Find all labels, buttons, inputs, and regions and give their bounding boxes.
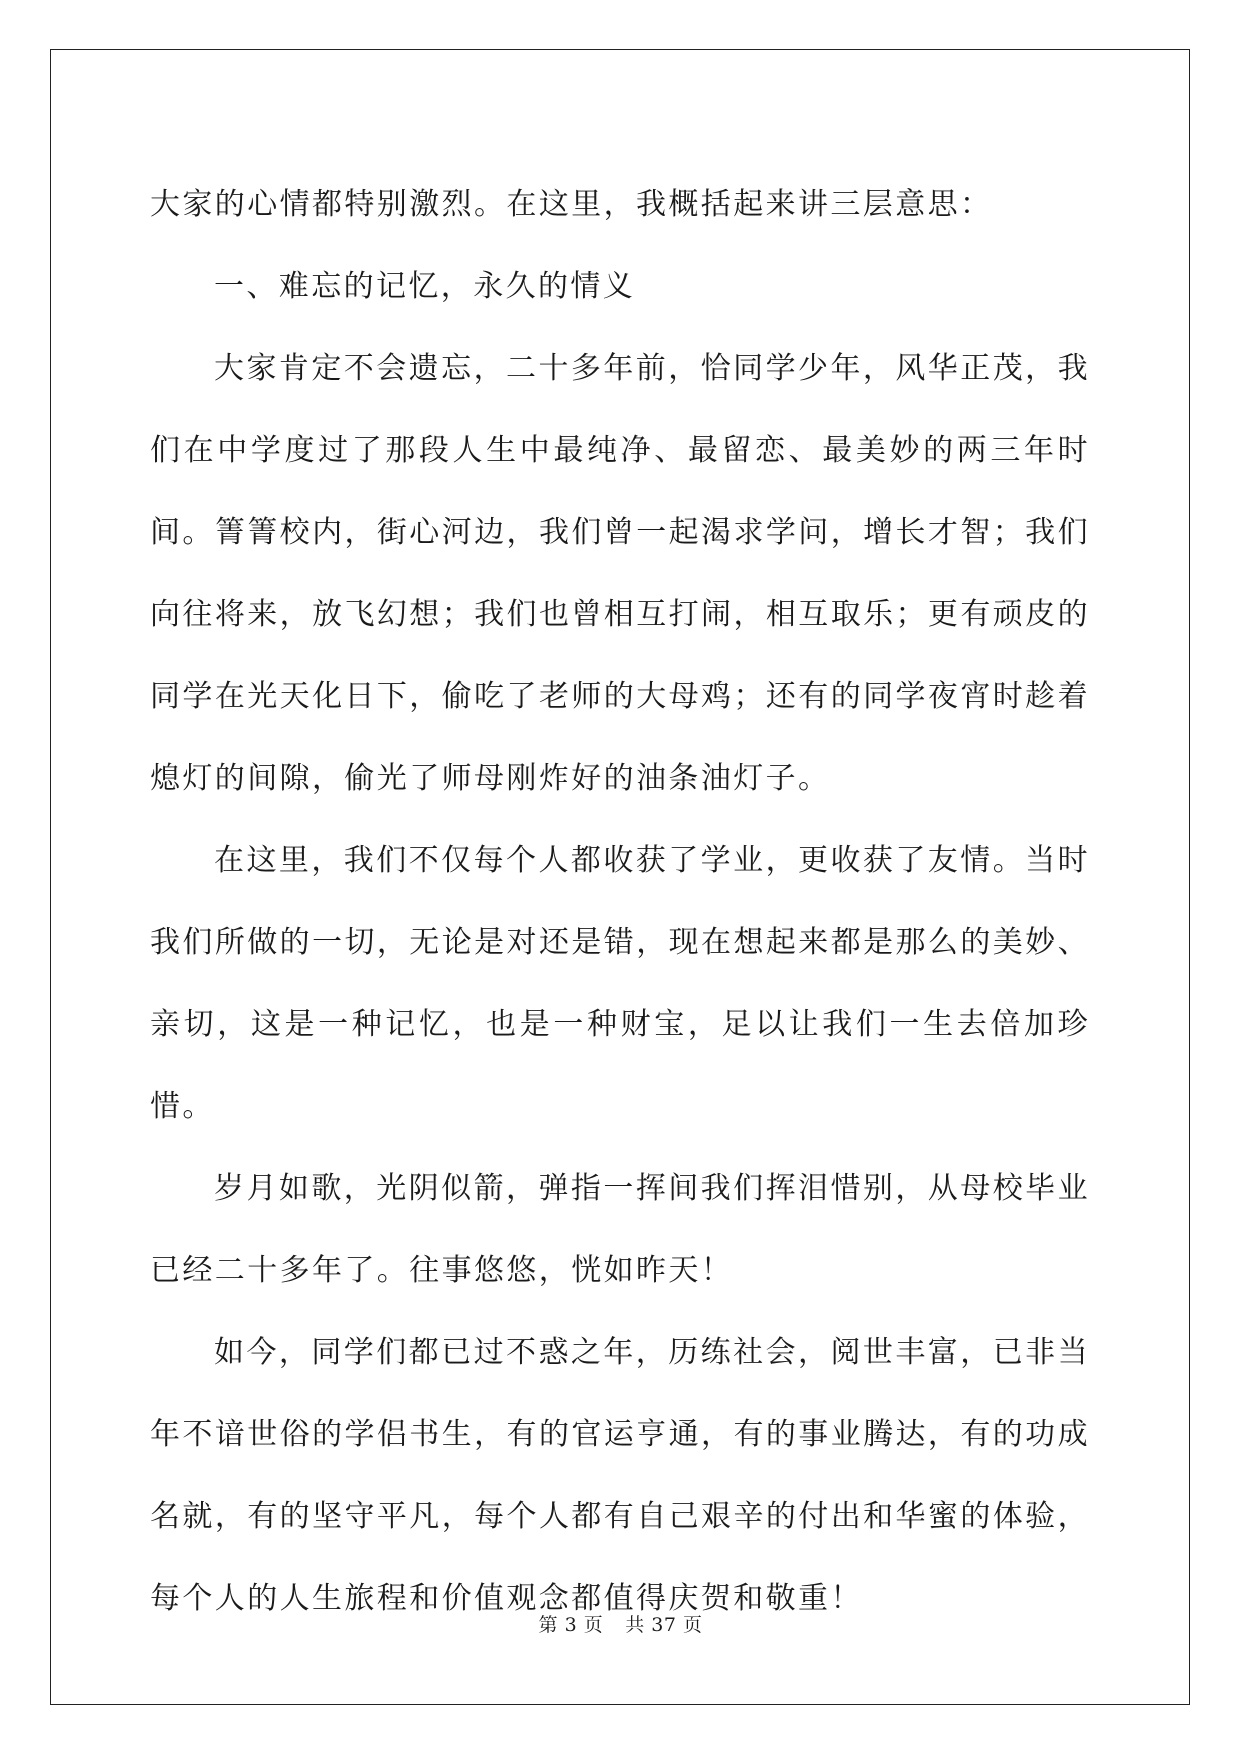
paragraph-4: 岁月如歌，光阴似箭，弹指一挥间我们挥泪惜别，从母校毕业已经二十多年了。往事悠悠，恍如昨天！	[150, 1171, 1090, 1288]
page-total: 共 37 页	[625, 1614, 703, 1636]
paragraph-3: 在这里，我们不仅每个人都收获了学业，更收获了友情。当时我们所做的一切，无论是对还是错，现在想起来都是那么的美妙、亲切，这是一种记忆，也是一种财宝，足以让我们一生去倍加珍惜。	[150, 843, 1090, 1124]
page-footer	[0, 1610, 1241, 1637]
page-number: 第 3 页	[538, 1614, 604, 1636]
paragraph-2: 大家肯定不会遗忘，二十多年前，恰同学少年，风华正茂，我们在中学度过了那段人生中最纯净、最留恋、最美妙的两三年时间。箐箐校内，街心河边，我们曾一起渴求学问，增长才智；我们向往将来，放飞幻想；我们也曾相互打闹，相互取乐；更有顽皮的同学在光天化日下，偷吃了老师的大母鸡；还有的同学夜宵时趁着熄灯的间隙，偷光了师母刚炸好的油条油灯子。	[150, 351, 1090, 796]
document-body	[150, 164, 1090, 1640]
section-heading-1: 一、难忘的记忆，永久的情义	[214, 269, 636, 304]
paragraph-5: 如今，同学们都已过不惑之年，历练社会，阅世丰富，已非当年不谙世俗的学侣书生，有的官运亨通，有的事业腾达，有的功成名就，有的坚守平凡，每个人都有自己艰辛的付出和华蜜的体验，每个人的人生旅程和价值观念都值得庆贺和敬重！	[150, 1335, 1090, 1616]
paragraph-1: 大家的心情都特别激烈。在这里，我概括起来讲三层意思：	[150, 187, 993, 222]
